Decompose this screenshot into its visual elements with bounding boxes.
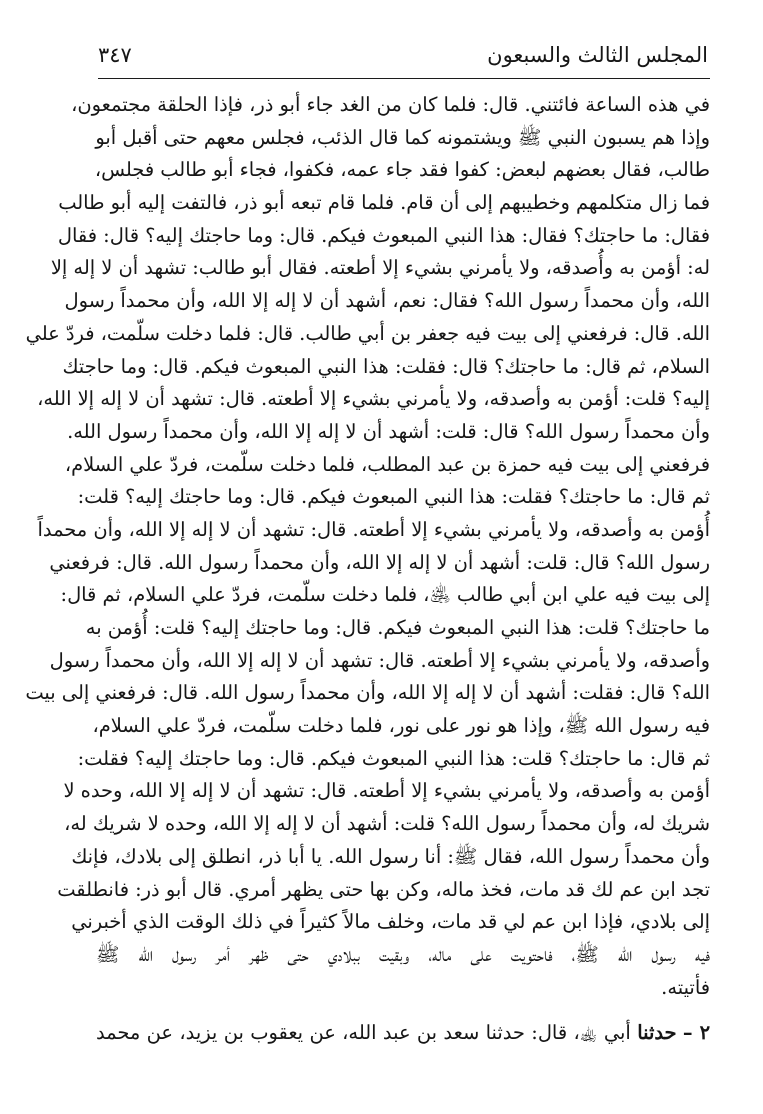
text-line: إلى بلادي، فإذا ابن عم لي قد مات، وخلف مالاً كثيراً في ذلك الوقت الذي أخبرني	[71, 910, 710, 934]
text-line: إلى بيت فيه علي ابن أبي طالب ﵁، فلما دخلت سلّمت، فردّ علي السلام، ثم قال:	[60, 583, 710, 607]
text-line: طالب، فقال بعضهم لبعض: كفوا فقد جاء عمه، فكفوا، فجاء أبو طالب فجلس،	[94, 158, 710, 182]
text-line: فرفعني إلى بيت فيه حمزة بن عبد المطلب، فلما دخلت سلّمت، فردّ علي السلام،	[64, 452, 710, 476]
text-line: أؤمن به وأصدقه، ولا يأمرني بشيء إلا أطعته. قال: تشهد أن لا إله إلا الله، وحده لا	[63, 779, 710, 803]
text-line: فقال: ما حاجتك؟ فقال: هذا النبي المبعوث فيكم. قال: وما حاجتك إليه؟ قال: فقال	[57, 223, 710, 247]
text-line: تجد ابن عم لك قد مات، فخذ ماله، وكن بها حتى يظهر أمري. قال أبو ذر: فانطلقت	[57, 877, 710, 901]
text-line: رسول الله؟ قال: قلت: أشهد أن لا إله إلا الله، وأن محمداً رسول الله. قال: فرفعني	[49, 550, 710, 574]
text-line: وأصدقه، ولا يأمرني بشيء إلا أطعته. قال: تشهد أن لا إله إلا الله، وأن محمداً رسول	[49, 648, 710, 672]
text-line: الله. قال: فرفعني إلى بيت فيه جعفر بن أبي طالب. قال: فلما دخلت سلّمت، فردّ علي	[25, 321, 710, 345]
text-line: ما حاجتك؟ قلت: هذا النبي المبعوث فيكم. قال: وما حاجتك إليه؟ قلت: أُؤمن به	[85, 616, 710, 639]
text-line: فيه رسول الله ﷺ، فاحتويت على ماله، وبقيت ببلادي حتى ظهر أمر رسول الله ﷺ	[96, 942, 710, 966]
text-line: في هذه الساعة فائتني. قال: فلما كان من الغد جاء أبو ذر، فإذا الحلقة مجتمعون،	[71, 93, 710, 116]
hadith-2-opening	[96, 1016, 710, 1050]
body-paragraph	[25, 89, 710, 1004]
text-line: فيه رسول الله ﷺ، وإذا هو نور على نور، فلما دخلت سلّمت، فردّ علي السلام،	[92, 714, 710, 738]
hadith-lead-word: حدثنا	[637, 1021, 677, 1044]
text-line: ثم قال: ما حاجتك؟ فقلت: هذا النبي المبعوث فيكم. قال: وما حاجتك إليه؟ قلت:	[77, 485, 710, 509]
text-line: الله، وأن محمداً رسول الله؟ فقال: نعم، أشهد أن لا إله إلا الله، وأن محمداً رسول	[64, 289, 710, 313]
text-line: أُؤمن به وأصدقه، ولا يأمرني بشيء إلا أطعته. قال: تشهد أن لا إله إلا الله، وأن محمداً	[37, 517, 710, 541]
running-header	[98, 36, 708, 76]
text-line: إليه؟ قلت: أؤمن به وأصدقه، ولا يأمرني بشيء إلا أطعته. قال: تشهد أن لا إله إلا الله،	[37, 387, 710, 411]
hadith-text: أبي ﵀، قال: حدثنا سعد بن عبد الله، عن يعقوب بن يزيد، عن محمد	[96, 1021, 631, 1044]
header-divider	[98, 78, 710, 79]
page-number: ٣٤٧	[98, 43, 132, 67]
text-line: فما زال متكلمهم وخطيبهم إلى أن قام. فلما قام تبعه أبو ذر، فالتفت إليه أبو طالب	[58, 191, 710, 215]
text-line-final: فأتيته.	[661, 975, 710, 999]
text-line: وإذا هم يسبون النبي ﷺ ويشتمونه كما قال الذئب، فجلس معهم حتى أقبل أبو	[95, 125, 710, 149]
text-line: وأن محمداً رسول الله؟ قال: قلت: أشهد أن لا إله إلا الله، وأن محمداً رسول الله.	[67, 419, 710, 443]
text-line: شريك له، وأن محمداً رسول الله؟ قلت: أشهد أن لا إله إلا الله، وحده لا شريك له،	[64, 812, 710, 836]
text-line: السلام، ثم قال: ما حاجتك؟ قال: فقلت: هذا النبي المبعوث فيكم. قال: وما حاجتك	[62, 354, 710, 378]
text-line: له: أؤمن به وأُصدقه، ولا يأمرني بشيء إلا أطعته. فقال أبو طالب: تشهد أن لا إله إلا	[50, 256, 710, 280]
text-line: وأن محمداً رسول الله، فقال ﷺ: أنا رسول الله. يا أبا ذر، انطلق إلى بلادك، فإنك	[71, 844, 710, 868]
text-line: الله؟ قال: فقلت: أشهد أن لا إله إلا الله، وأن محمداً رسول الله. قال: فرفعني إلى بيت	[25, 681, 710, 705]
chapter-title: المجلس الثالث والسبعون	[487, 43, 708, 67]
text-line: ثم قال: ما حاجتك؟ قلت: هذا النبي المبعوث فيكم. قال: وما حاجتك إليه؟ فقلت:	[77, 746, 710, 770]
hadith-number: ٢ –	[682, 1021, 710, 1044]
